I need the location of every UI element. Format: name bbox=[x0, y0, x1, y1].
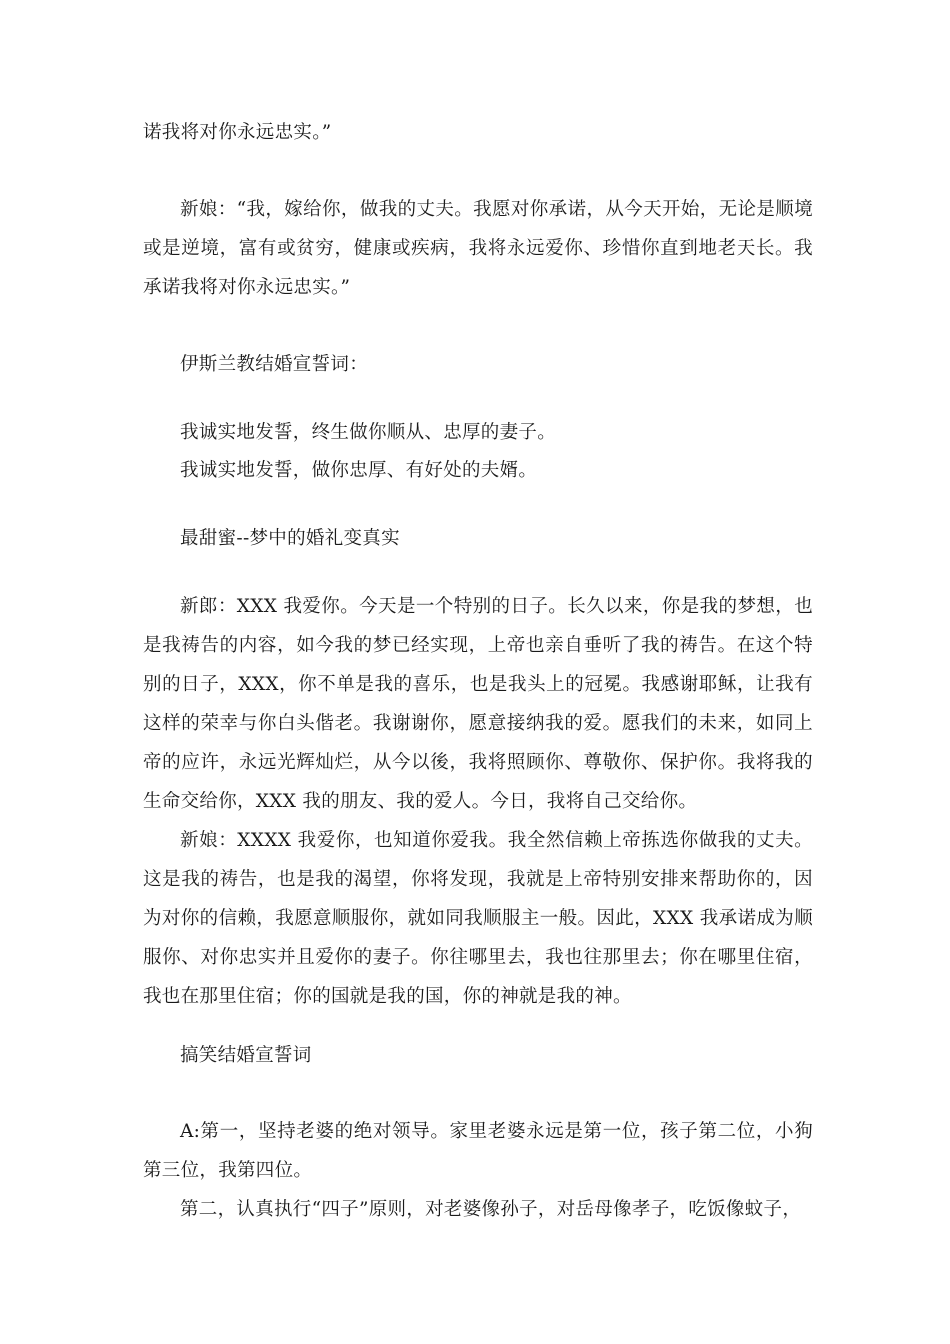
heading-sweetest-vows: 最甜蜜--梦中的婚礼变真实 bbox=[180, 528, 400, 549]
heading-islamic-vows: 伊斯兰教结婚宣誓词： bbox=[180, 354, 369, 375]
paragraph-islamic-husband-vow: 我诚实地发誓，做你忠厚、有好处的夫婿。 bbox=[180, 460, 538, 481]
paragraph-islamic-wife-vow: 我诚实地发誓，终生做你顺从、忠厚的妻子。 bbox=[180, 422, 557, 443]
paragraph-groom-sweet-vow: 新郎：XXX 我爱你。今天是一个特别的日子。长久以来，你是我的梦想，也是我祷告的内容，如今我的梦已经实现，上帝也亲自垂听了我的祷告。在这个特别的日子，XXX，你不单是我的喜乐，也是我头上的冠冕。我感谢耶稣，让我有这样的荣幸与你白头偕老。我谢谢你，愿意接纳我的爱。愿我们的未来，如同上帝的应许，永远光辉灿烂，从今以後，我将照顾你、尊敬你、保护你。我将我的生命交给你，XXX 我的朋友、我的爱人。今日，我将自己交给你。 bbox=[143, 596, 813, 812]
heading-funny-vows: 搞笑结婚宣誓词 bbox=[180, 1045, 312, 1066]
paragraph-vow-continuation: 诺我将对你永远忠实。” bbox=[143, 122, 332, 143]
paragraph-funny-second-rule: 第二，认真执行“四子”原则，对老婆像孙子，对岳母像孝子，吃饭像蚊子， bbox=[180, 1199, 802, 1220]
paragraph-bride-sweet-vow: 新娘：XXXX 我爱你，也知道你爱我。我全然信赖上帝拣选你做我的丈夫。这是我的祷告，也是我的渴望，你将发现，我就是上帝特别安排来帮助你的，因为对你的信赖，我愿意顺服你，就如同我顺服主一般。因此，XXX 我承诺成为顺服你、对你忠实并且爱你的妻子。你往哪里去，我也往那里去；你在哪里住宿，我也在那里住宿；你的国就是我的国，你的神就是我的神。 bbox=[143, 830, 813, 1007]
paragraph-funny-first-rule: A:第一，坚持老婆的绝对领导。家里老婆永远是第一位，孩子第二位，小狗第三位，我第四位。 bbox=[143, 1121, 813, 1181]
paragraph-bride-vow: 新娘：“我，嫁给你，做我的丈夫。我愿对你承诺，从今天开始，无论是顺境或是逆境，富有或贫穷，健康或疾病，我将永远爱你、珍惜你直到地老天长。我承诺我将对你永远忠实。” bbox=[143, 199, 813, 298]
